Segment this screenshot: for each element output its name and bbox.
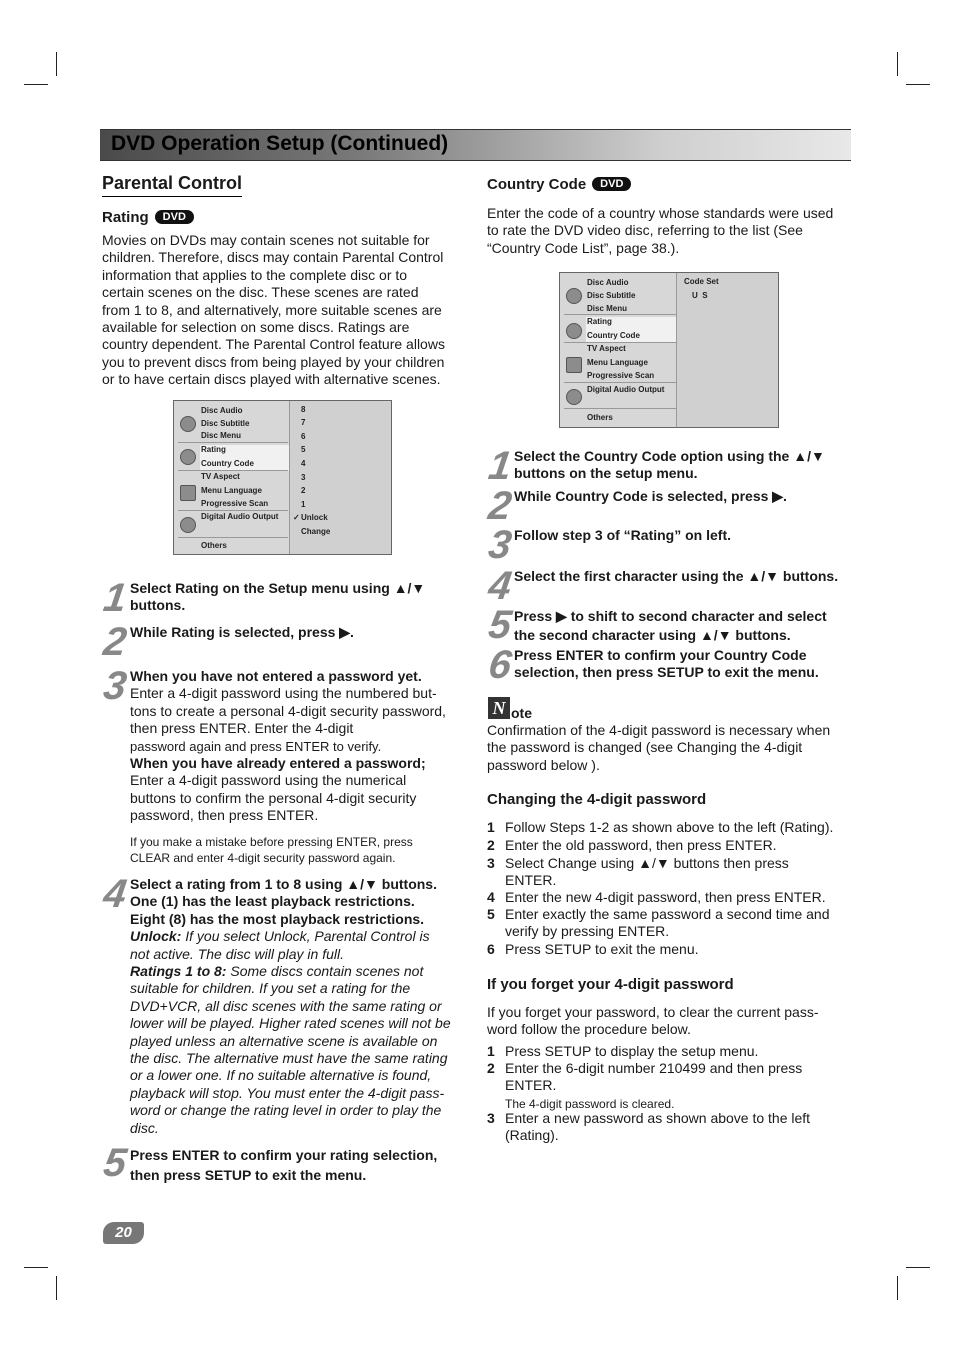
- menu-item: Rating: [201, 445, 226, 454]
- text-line: the disc. The alternative must have the same rating: [130, 1050, 448, 1067]
- text-line: verify by pressing ENTER.: [505, 923, 670, 940]
- text-line: ENTER.: [505, 872, 557, 889]
- code-set-label: Code Set: [684, 277, 719, 286]
- text-line: word or change the rating level in order to play the: [130, 1102, 442, 1119]
- disc-icon: [180, 416, 196, 432]
- menu-item: Progressive Scan: [201, 499, 269, 508]
- country-code-heading: [487, 176, 631, 193]
- menu-item: Digital Audio Output: [587, 385, 665, 394]
- ratings-label: Ratings 1 to 8:: [130, 963, 227, 980]
- monitor-icon: [566, 357, 582, 373]
- text-line: the password is changed (see Changing the 4-digit: [487, 739, 803, 756]
- note-label: ote: [511, 705, 532, 721]
- page-number: 20: [103, 1222, 144, 1244]
- text-line: Press ENTER to confirm your Country Code: [514, 647, 807, 663]
- step-text: [130, 668, 446, 825]
- menu-item: Disc Audio: [201, 406, 243, 415]
- text-line: buttons to confirm the personal 4-digit security: [130, 789, 417, 806]
- text-line: buttons on the setup menu.: [514, 465, 698, 482]
- menu-item: Country Code: [587, 331, 640, 340]
- text-line: When you have already entered a password;: [130, 755, 426, 772]
- menu-item: Menu Language: [201, 486, 262, 495]
- step-text: [130, 1145, 437, 1185]
- dvd-badge: DVD: [592, 177, 631, 191]
- text-line: password again and press ENTER to verify.: [130, 738, 382, 754]
- crop-mark: [897, 1276, 898, 1300]
- dvd-badge: DVD: [155, 210, 194, 224]
- text-line: If you forget your password, to clear the current pass-: [487, 1004, 819, 1020]
- crop-mark: [897, 52, 898, 76]
- menu-divider: [564, 342, 676, 343]
- list-number: 3: [487, 855, 495, 871]
- menu-item: Disc Subtitle: [201, 419, 250, 428]
- text-line: Enter a 4-digit password using the numerical: [130, 772, 407, 789]
- code-set-value: U S: [692, 291, 708, 300]
- step-number: 4: [485, 564, 513, 608]
- text-line: Enter exactly the same password a second time and: [505, 906, 830, 922]
- menu-item: Menu Language: [587, 358, 648, 367]
- ratings-text: Some discs contain scenes not: [226, 963, 424, 980]
- text-line: suitable for children. If you set a rating for the: [130, 980, 411, 997]
- list-text: Press SETUP to exit the menu.: [505, 941, 699, 957]
- menu-divider: [564, 408, 676, 409]
- rating-heading: [102, 209, 194, 226]
- section-title-parental-control: Parental Control: [102, 173, 242, 197]
- text-line: While Rating is selected, press ▶.: [130, 624, 354, 640]
- list-number: 4: [487, 889, 495, 905]
- text-line: to rate the DVD video disc, referring to the list (See: [487, 222, 803, 239]
- menu-item: Disc Audio: [587, 278, 629, 287]
- crop-mark: [56, 1276, 57, 1300]
- text-line: lower will be played. Higher rated scenes will not be: [130, 1015, 451, 1032]
- text-line: [130, 928, 451, 945]
- note-icon: N: [488, 697, 510, 719]
- step-number: 6: [485, 643, 513, 687]
- text-line: buttons.: [130, 597, 186, 614]
- speaker-icon: [180, 517, 196, 533]
- step-number: 1: [100, 576, 128, 620]
- text-line: CLEAR and enter 4-digit security password again.: [130, 851, 396, 865]
- text-line: played unless an alternative scene is available on: [130, 1032, 438, 1049]
- menu-value: 5: [301, 445, 306, 454]
- menu-value: Unlock: [301, 513, 328, 522]
- text-line: Enter the 6-digit number 210499 and then press: [505, 1060, 803, 1076]
- list-text: Enter the new 4-digit password, then press ENTER.: [505, 889, 826, 905]
- menu-value: 3: [301, 473, 306, 482]
- text-line: the second character using ▲/▼ buttons.: [514, 627, 791, 643]
- text-line: Eight (8) has the most playback restrictions.: [130, 910, 425, 927]
- text-line: Press ENTER to confirm your rating selection,: [130, 1147, 438, 1163]
- text-line: Follow step 3 of “Rating” on left.: [514, 527, 731, 543]
- step-text: [514, 568, 838, 585]
- list-number: 1: [487, 819, 495, 835]
- step-number: 5: [485, 603, 513, 647]
- list-text: Press SETUP to display the setup menu.: [505, 1043, 759, 1059]
- text-line: Select Change using ▲/▼ buttons then press: [505, 855, 789, 871]
- menu-divider: [178, 442, 288, 443]
- menu-item: Progressive Scan: [587, 371, 655, 380]
- step-number: 1: [485, 444, 513, 488]
- text-line: (Rating).: [505, 1127, 559, 1144]
- text-line: [130, 963, 451, 980]
- text-line: or a lower one. If no suitable alternative is found,: [130, 1067, 432, 1084]
- text-line: Movies on DVDs may contain scenes not suitable for: [102, 232, 430, 248]
- text-line: Select Rating on the Setup menu using ▲/▼: [130, 580, 426, 596]
- text-line: DVD+VCR, all disc scenes with the same rating or: [130, 997, 442, 1014]
- step-number: 3: [485, 523, 513, 567]
- unlock-text: If you select Unlock, Parental Control is: [181, 928, 430, 945]
- step-text: [514, 607, 827, 645]
- menu-value: 6: [301, 432, 306, 441]
- text-line: One (1) has the least playback restrictions.: [130, 893, 415, 910]
- step-text: [130, 580, 425, 615]
- text-line: Select the Country Code option using the ▲/▼: [514, 448, 825, 464]
- menu-divider: [564, 314, 676, 315]
- menu-value: 2: [301, 486, 306, 495]
- text-line: Press ▶ to shift to second character and select: [514, 608, 827, 624]
- text-line: tons to create a personal 4-digit security password,: [130, 702, 446, 719]
- step-tip: [130, 834, 413, 866]
- unlock-label: Unlock:: [130, 928, 182, 945]
- menu-item: Disc Menu: [587, 304, 628, 313]
- changing-password-title: Changing the 4-digit password: [487, 791, 707, 808]
- text-line: Enter a 4-digit password using the numbered but-: [130, 685, 437, 702]
- forget-intro: [487, 1004, 819, 1039]
- menu-divider: [178, 510, 288, 511]
- country-code-title: Country Code: [487, 176, 587, 193]
- list-number: 2: [487, 837, 495, 853]
- menu-item: Others: [201, 541, 227, 550]
- country-code-intro: [487, 205, 833, 257]
- text-line: Confirmation of the 4-digit password is necessary when: [487, 722, 831, 738]
- list-text: [505, 1110, 810, 1145]
- step-text: [514, 527, 731, 544]
- text-line: While Country Code is selected, press ▶.: [514, 488, 787, 504]
- crop-mark: [24, 84, 48, 85]
- list-text: Follow Steps 1-2 as shown above to the left (Rating).: [505, 819, 834, 835]
- step-number: 2: [485, 484, 513, 528]
- text-line: Select a rating from 1 to 8 using ▲/▼ buttons.: [130, 876, 437, 892]
- text-line: Enter a new password as shown above to the left: [505, 1110, 811, 1126]
- lock-icon: [566, 323, 582, 339]
- step-text: [514, 448, 825, 483]
- page-title: DVD Operation Setup (Continued): [111, 132, 449, 155]
- menu-item: Disc Menu: [201, 431, 242, 440]
- crop-mark: [24, 1267, 48, 1268]
- step-number: 5: [100, 1141, 128, 1185]
- list-number: 1: [487, 1043, 495, 1059]
- menu-item: Others: [587, 413, 613, 422]
- list-text: [505, 1060, 802, 1113]
- menu-value: 7: [301, 418, 306, 427]
- menu-divider: [564, 382, 676, 383]
- list-text: [505, 906, 830, 941]
- text-line: information that applies to the complete disc or to: [102, 266, 408, 283]
- text-line: disc.: [130, 1119, 159, 1136]
- text-line: children. Therefore, discs may contain Parental Control: [102, 249, 444, 266]
- list-number: 3: [487, 1110, 495, 1126]
- text-line: from 1 to 8, and alternatively, more suitable scenes are: [102, 301, 442, 318]
- text-line: The 4-digit password is cleared.: [505, 1096, 675, 1111]
- disc-icon: [566, 288, 582, 304]
- checkmark-icon: ✓: [293, 513, 300, 522]
- step-text: [130, 876, 451, 1137]
- setup-menu-country-code: [559, 272, 779, 428]
- text-line: Select the first character using the ▲/▼ buttons.: [514, 568, 839, 584]
- menu-value: Change: [301, 527, 331, 536]
- menu-value: 1: [301, 500, 306, 509]
- crop-mark: [906, 84, 930, 85]
- step-text: [514, 647, 819, 682]
- list-text: Enter the old password, then press ENTER.: [505, 837, 777, 853]
- monitor-icon: [180, 485, 196, 501]
- menu-item: Digital Audio Output: [201, 512, 279, 521]
- speaker-icon: [566, 389, 582, 405]
- menu-item: TV Aspect: [587, 344, 626, 353]
- text-line: password below ).: [487, 756, 600, 773]
- menu-item: Country Code: [201, 459, 254, 468]
- step-text: [514, 488, 787, 505]
- text-line: selection, then press SETUP to exit the menu.: [514, 664, 819, 681]
- menu-item: Rating: [587, 317, 612, 326]
- text-line: “Country Code List”, page 38.).: [487, 239, 680, 256]
- step-number: 4: [100, 872, 128, 916]
- text-line: If you make a mistake before pressing ENTER, press: [130, 835, 413, 849]
- setup-menu-rating: [173, 400, 392, 555]
- menu-divider: [178, 470, 288, 471]
- lock-icon: [180, 449, 196, 465]
- list-number: 5: [487, 906, 495, 922]
- menu-item: Disc Subtitle: [587, 291, 636, 300]
- text-line: not active. The disc will play in full.: [130, 945, 344, 962]
- menu-value: 8: [301, 405, 306, 414]
- menu-value: 4: [301, 459, 306, 468]
- rating-intro: [102, 232, 445, 389]
- step-number: 2: [100, 620, 128, 664]
- crop-mark: [906, 1267, 930, 1268]
- list-number: 2: [487, 1060, 495, 1076]
- text-line: password, then press ENTER.: [130, 807, 319, 824]
- text-line: then press ENTER. Enter the 4-digit: [130, 720, 354, 737]
- crop-mark: [56, 52, 57, 76]
- list-number: 6: [487, 941, 495, 957]
- text-line: you to prevent discs from being played by your children: [102, 353, 445, 370]
- text-line: ENTER.: [505, 1077, 557, 1094]
- rating-title: Rating: [102, 209, 149, 226]
- text-line: When you have not entered a password yet.: [130, 668, 422, 684]
- step-number: 3: [100, 664, 128, 708]
- list-text: [505, 855, 789, 890]
- text-line: word follow the procedure below.: [487, 1021, 691, 1038]
- text-line: certain scenes on the disc. These scenes are rated: [102, 284, 419, 301]
- text-line: then press SETUP to exit the menu.: [130, 1167, 367, 1183]
- forget-password-title: If you forget your 4-digit password: [487, 976, 734, 993]
- text-line: Enter the code of a country whose standards were used: [487, 205, 834, 221]
- menu-item: TV Aspect: [201, 472, 240, 481]
- menu-divider: [178, 537, 288, 538]
- text-line: country dependent. The Parental Control feature allows: [102, 336, 445, 353]
- text-line: or to have certain discs played with alternative scenes.: [102, 371, 441, 388]
- text-line: available for selection on some discs. Ratings are: [102, 319, 410, 336]
- note-text: [487, 722, 830, 774]
- text-line: playback will stop. You must enter the 4-digit pass-: [130, 1084, 445, 1101]
- step-text: [130, 624, 354, 641]
- header-bar: [100, 129, 851, 161]
